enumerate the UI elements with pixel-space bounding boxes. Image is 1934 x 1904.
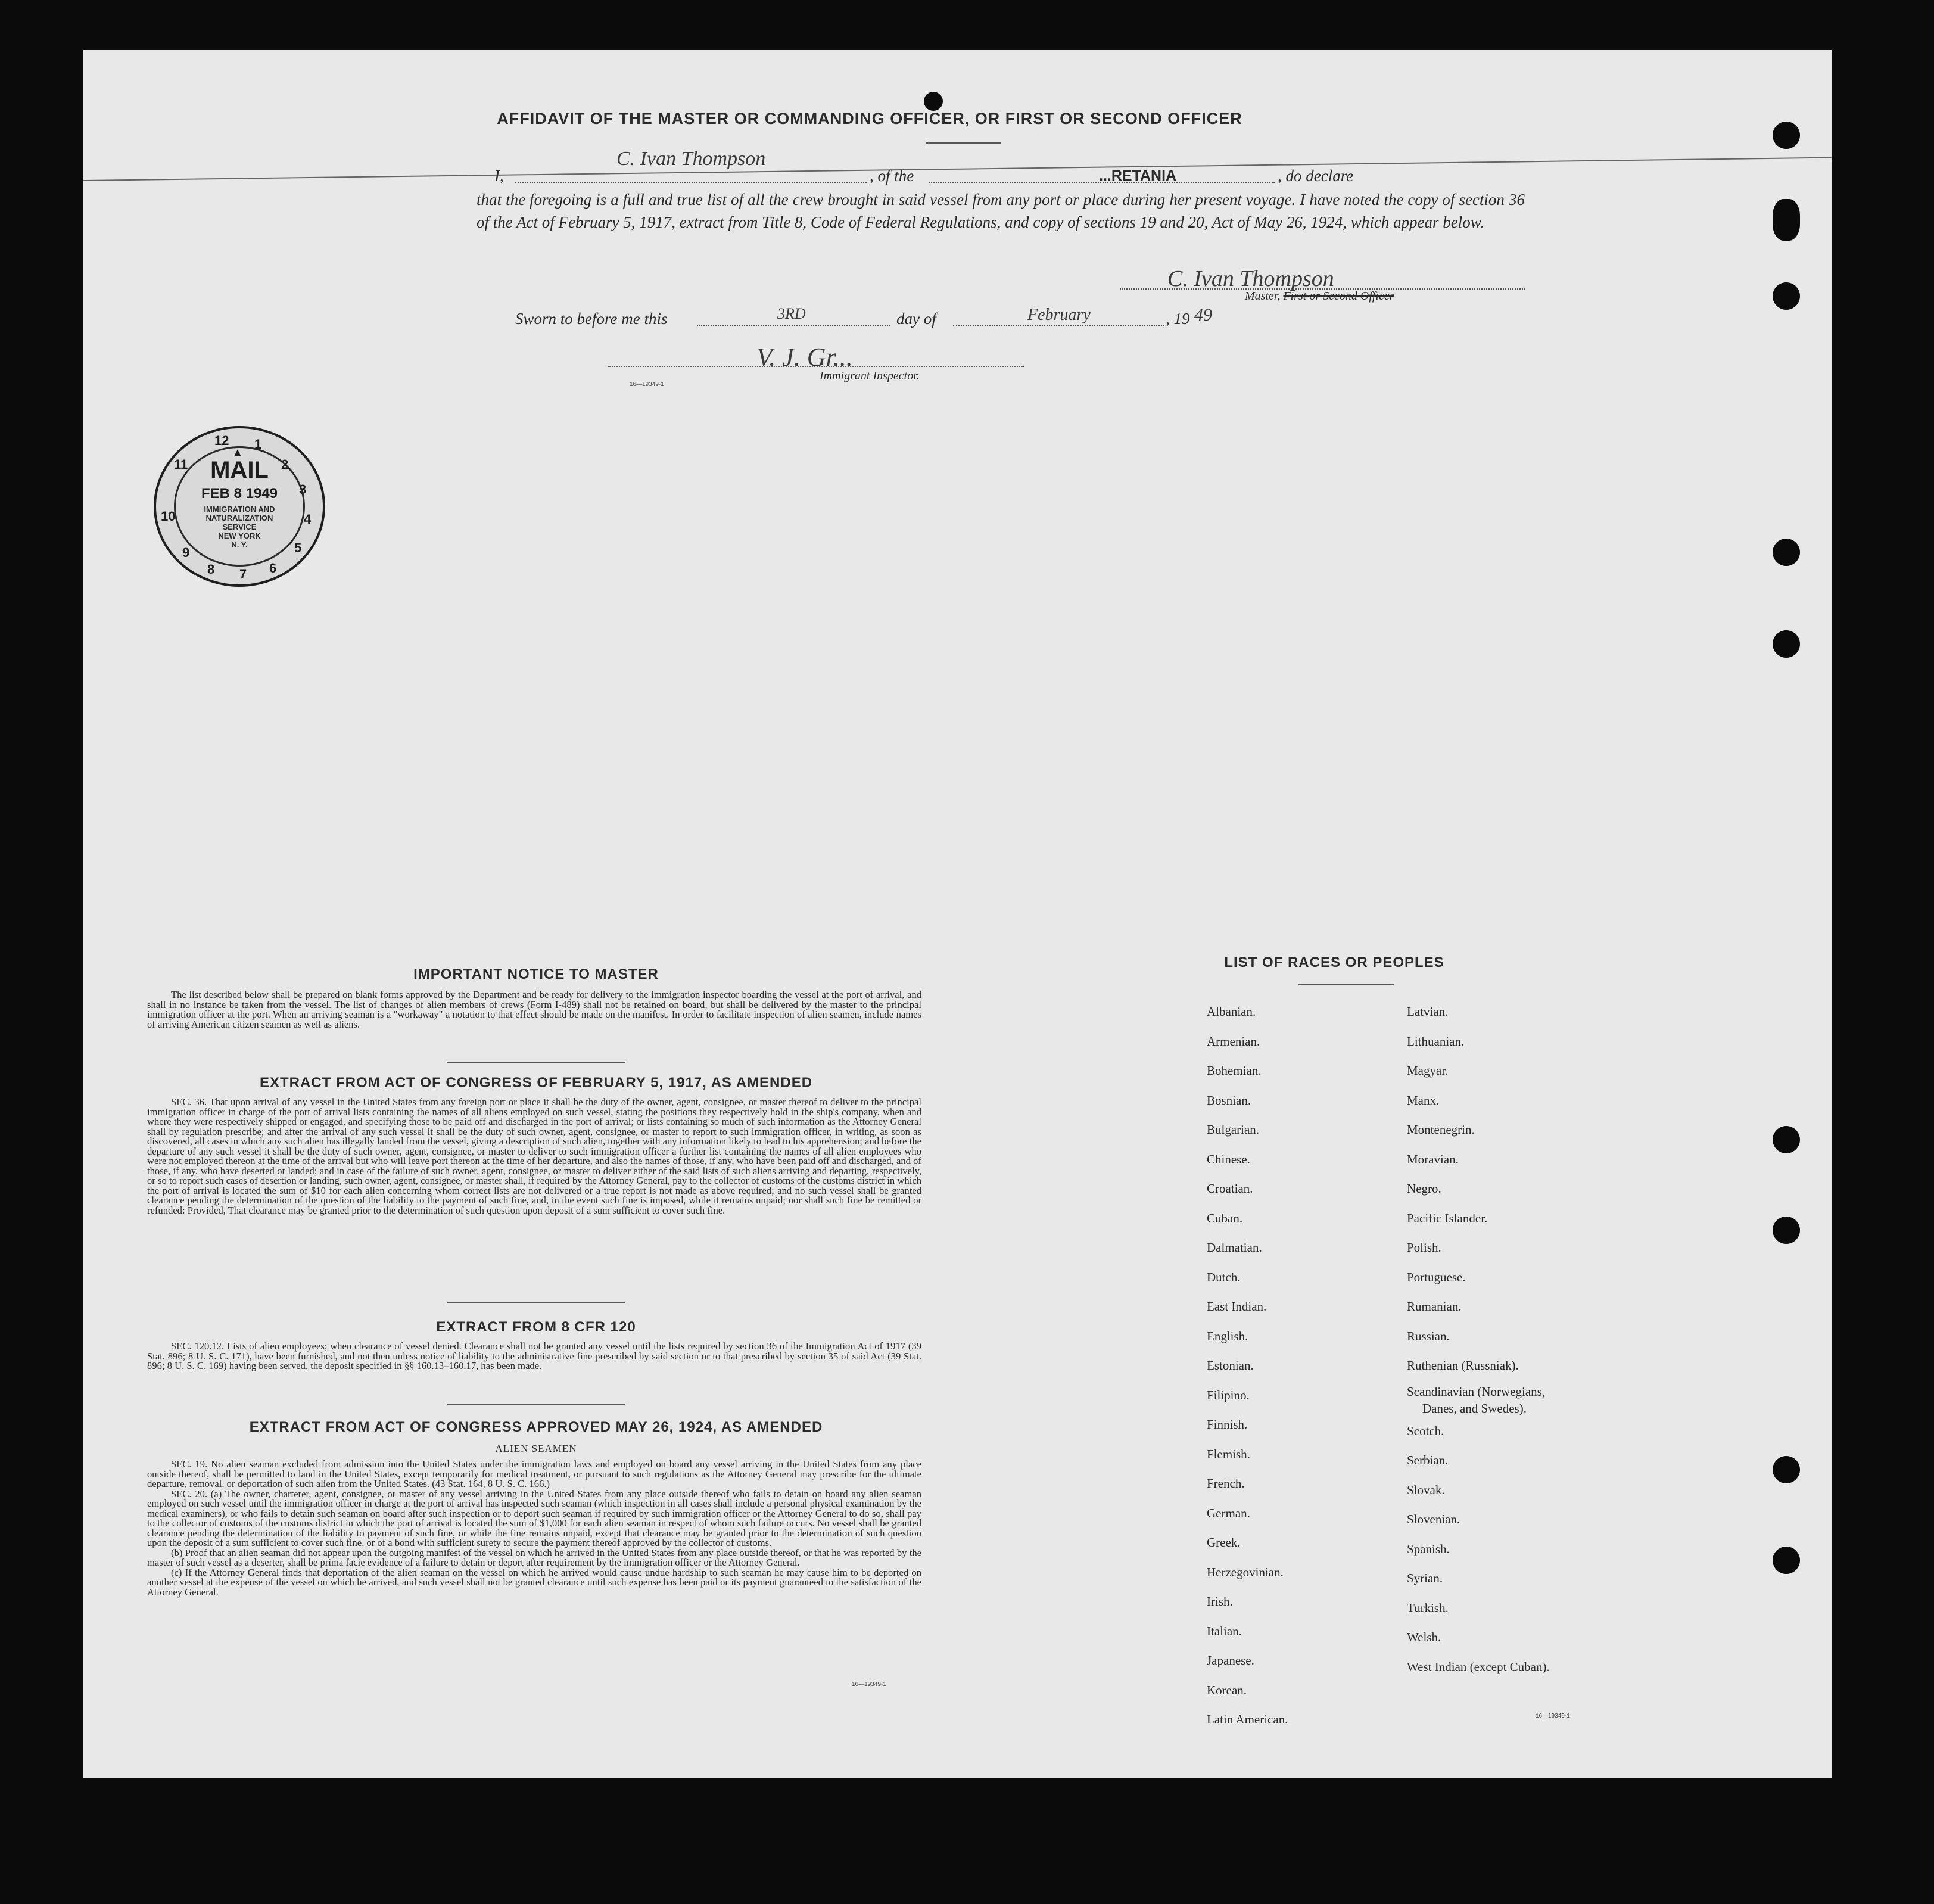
punch-hole	[1773, 199, 1800, 241]
extract-cfr-body: SEC. 120.12. Lists of alien employees; when clearance of vessel denied. Clearance shall not be granted any vessel until the lists required by section 36 of the Immigration Act of 1917 (39 Stat. 896; 8 U. S. C. 171), have been furnished, and not then unless notice of liability to the administrative fine prescribed by said section or to that prescribed by section 35 of said Act (39 Stat. 896; 8 U. S. C. 169) having been served, the deposit specified in §§ 160.13–160.17, has been made.	[147, 1340, 921, 1371]
stamp-mail: MAIL	[210, 457, 269, 483]
race-item: Lithuanian.	[1407, 1034, 1465, 1049]
race-item: Estonian.	[1207, 1358, 1254, 1373]
race-item: Chinese.	[1207, 1152, 1250, 1166]
master-signature: C. Ivan Thompson	[1167, 266, 1334, 291]
punch-hole	[924, 92, 943, 111]
race-item: English.	[1207, 1329, 1248, 1343]
stamp-line: N. Y.	[231, 540, 248, 549]
extract-1917-title: EXTRACT FROM ACT OF CONGRESS OF FEBRUARY 5, 1917, AS AMENDED	[259, 1075, 813, 1091]
section-rule	[447, 1404, 625, 1405]
stamp-line: SERVICE	[222, 522, 257, 531]
race-item: Herzegovinian.	[1207, 1564, 1284, 1579]
race-item: French.	[1207, 1476, 1245, 1491]
vessel-name: ...RETANIA	[1099, 167, 1177, 184]
race-item: Russian.	[1407, 1329, 1450, 1343]
stamp-line: NEW YORK	[218, 531, 261, 540]
races-column-1	[1207, 997, 1288, 1735]
stamp-arrow: ▲	[232, 446, 244, 459]
day-of-label: day of	[896, 310, 936, 328]
race-item: Bohemian.	[1207, 1063, 1262, 1078]
race-item: Cuban.	[1207, 1211, 1243, 1225]
master-caption-text: Master,	[1245, 290, 1281, 303]
race-item: Bulgarian.	[1207, 1122, 1260, 1137]
sworn-label: Sworn to before me this	[515, 310, 668, 328]
punch-hole	[1773, 1217, 1800, 1244]
section-rule	[447, 1302, 625, 1303]
declaration-paragraph: that the foregoing is a full and true list of all the crew brought in said vessel from any port or place during her present voyage. I have noted the copy of section 36 of the Act of February 5, 1917, extract from Title 8, Code of Federal Regulations, and copy of sections 19 and 20, Act of May 26, 1924, which appear below.	[477, 191, 1525, 231]
inspector-blank	[608, 366, 1024, 367]
race-item: Manx.	[1407, 1093, 1440, 1107]
stamp-hour: 2	[281, 457, 289, 472]
master-caption	[1245, 290, 1394, 303]
race-item: Japanese.	[1207, 1653, 1254, 1667]
race-item: Serbian.	[1407, 1453, 1449, 1467]
sec-20b-text: (b) Proof that an alien seaman did not appear upon the outgoing manifest of the vessel on which he arrived in the United States from any place outside thereof, or that he was reported by the master of such vessel as a deserter, shall be prima facie evidence of a failure to detain or deport after requirement by the immigration officer or the Attorney General.	[147, 1547, 921, 1568]
race-item: Montenegrin.	[1407, 1122, 1475, 1137]
day-blank	[697, 325, 890, 326]
inspector-caption: Immigrant Inspector.	[820, 369, 920, 382]
race-item-multiline	[1407, 1381, 1550, 1417]
officer-struck-text: First or Second Officer	[1283, 290, 1394, 303]
document-page	[83, 50, 1832, 1778]
races-title: LIST OF RACES OR PEOPLES	[1224, 954, 1444, 970]
stamp-hour: 4	[304, 512, 312, 527]
race-item: Bosnian.	[1207, 1093, 1251, 1107]
extract-1917-body: SEC. 36. That upon arrival of any vessel in the United States from any foreign port or place it shall be the duty of the owner, agent, consignee, or master thereof to deliver to the principal immigration officer in charge of the port of arrival lists containing the names of all aliens employed on such vessel, stating the positions they respectively hold in the ship's company, when and where they were respectively shipped or engaged, and specifying those to be paid off and discharged in the port of arrival; or lists containing so much of such information as the Attorney General shall by regulation prescribe; and after the arrival of any such vessel it shall be the duty of such owner, agent, consignee, or master to report to such immigration officer, in writing, as soon as discovered, all cases in which any such alien has illegally landed from the vessel, giving a description of such alien, together with any information likely to lead to his apprehension; and before the departure of any such vessel it shall be the duty of such owner, agent, consignee, or master to deliver to such immigration officer a further list containing the names of all alien employees who were not employed thereon at the time of the arrival but who will leave port thereon at the time of her departure, and also the names of those, if any, who have been paid off and discharged, and of those, if any, who have deserted or landed; and in case of the failure of such owner, agent, consignee, or master to deliver either of the said lists of such aliens arriving and departing, respectively, or so to report such cases of desertion or landing, such owner, agent, consignee, or master shall, if required by the Attorney General, pay to the collector of customs of the customs district in which the port of arrival is located the sum of $10 for each alien concerning whom correct lists are not delivered or a true report is not made as above required; and no such vessel shall be granted clearance pending the determination of the question of the liability to the payment of such fine, and, in the event such fine is imposed, while it remains unpaid; nor shall such fine be remitted or refunded: Provided, That clearance may be granted prior to the determination of such question upon deposit of a sum sufficient to cover such fine.	[147, 1096, 921, 1216]
sworn-month: February	[1027, 306, 1091, 324]
race-item: Negro.	[1407, 1181, 1441, 1196]
race-item: Croatian.	[1207, 1181, 1253, 1196]
race-item: German.	[1207, 1505, 1250, 1520]
race-item: Moravian.	[1407, 1152, 1459, 1166]
race-item: Armenian.	[1207, 1034, 1260, 1049]
race-item: West Indian (except Cuban).	[1407, 1659, 1550, 1674]
race-item: Syrian.	[1407, 1571, 1443, 1585]
title-rule	[926, 142, 1001, 144]
races-form-number: 16—19349-1	[1536, 1713, 1570, 1719]
punch-hole	[1773, 1456, 1800, 1483]
form-number: 16—19349-1	[630, 381, 664, 388]
extract-1924-body	[147, 1460, 921, 1597]
signer-blank	[515, 182, 867, 183]
stamp-hour: 7	[239, 567, 247, 581]
declare-line	[494, 148, 1525, 188]
race-item: Slovak.	[1407, 1482, 1445, 1497]
race-item: Slovenian.	[1407, 1512, 1460, 1526]
race-item: Filipino.	[1207, 1387, 1250, 1402]
race-item: Portuguese.	[1407, 1270, 1466, 1284]
stamp-hour: 6	[269, 561, 277, 575]
race-item: Ruthenian (Russniak).	[1407, 1358, 1519, 1373]
sec-20a-text: SEC. 20. (a) The owner, charterer, agent, consignee, or master of any vessel arriving in the United States from any place outside thereof who fails to detain on board any alien seaman employed on such vessel until the immigration officer in charge at the port of arrival has inspected such seaman (which inspection in all cases shall include a personal physical examination by the medical examiners), or who fails to detain such seaman on board after such inspection or to deport such seaman if required by such immigration officer or the Attorney General to do so, shall pay to the collector of customs of the customs district in which the port of arrival is located the sum of $1,000 for each alien seaman in respect of whom such failure occurs. No vessel shall be granted clearance pending the determination of the liability to payment of such fine, or while the fine remains unpaid, except that clearance may be granted prior to the determination of such question upon the deposit of a sum sufficient to cover such fine, or of a bond with sufficient surety to secure the payment thereof approved by the collector of customs.	[147, 1488, 921, 1548]
race-item: Turkish.	[1407, 1600, 1449, 1615]
stamp-hour: 11	[174, 457, 188, 472]
race-item: Finnish.	[1207, 1417, 1248, 1432]
race-item: Scotch.	[1407, 1423, 1444, 1438]
race-item: Korean.	[1207, 1682, 1247, 1697]
do-declare-label: , do declare	[1278, 167, 1354, 185]
punch-hole	[1773, 539, 1800, 566]
i-label: I,	[494, 167, 504, 185]
punch-hole	[1773, 282, 1800, 310]
extract-form-number: 16—19349-1	[852, 1681, 886, 1688]
races-column-2	[1407, 997, 1550, 1682]
punch-hole	[1773, 1547, 1800, 1574]
race-item: Pacific Islander.	[1407, 1211, 1488, 1225]
race-item: Latin American.	[1207, 1712, 1288, 1726]
stamp-hour: 3	[299, 482, 307, 497]
race-item: Magyar.	[1407, 1063, 1449, 1078]
race-item: Spanish.	[1407, 1541, 1450, 1556]
race-item: Rumanian.	[1407, 1299, 1462, 1314]
race-item: Polish.	[1407, 1240, 1441, 1255]
race-item: Irish.	[1207, 1594, 1233, 1609]
sworn-year: 49	[1194, 305, 1212, 325]
signer-signature: C. Ivan Thompson	[616, 148, 766, 170]
stamp-hour: 10	[161, 509, 176, 524]
sec-19-text: SEC. 19. No alien seaman excluded from admission into the United States under the immigration laws and employed on board any vessel arriving in the United States from any place outside thereof, shall be permitted to land in the United States, except temporarily for medical treatment, or pursuant to such regulations as the Attorney General may prescribe for the ultimate departure, removal, or deportation of such alien from the United States. (43 Stat. 164, 8 U. S. C. 166.)	[147, 1458, 921, 1489]
race-item: Italian.	[1207, 1623, 1242, 1638]
sworn-line	[515, 307, 1349, 331]
race-item: Welsh.	[1407, 1630, 1441, 1644]
punch-hole	[1773, 630, 1800, 658]
race-item: Dutch.	[1207, 1270, 1241, 1284]
alien-seamen-subtitle: ALIEN SEAMEN	[495, 1443, 577, 1454]
race-item: East Indian.	[1207, 1299, 1267, 1314]
extract-cfr-title: EXTRACT FROM 8 CFR 120	[436, 1319, 636, 1335]
punch-hole	[1773, 1126, 1800, 1153]
race-item: Dalmatian.	[1207, 1240, 1262, 1255]
stamp-hour: 5	[294, 540, 302, 555]
affidavit-title: AFFIDAVIT OF THE MASTER OR COMMANDING OFFICER, OR FIRST OR SECOND OFFICER	[497, 110, 1242, 127]
stamp-hour: 9	[182, 545, 190, 560]
stamp-line: IMMIGRATION AND	[204, 505, 275, 514]
of-the-label: , of the	[870, 167, 914, 185]
notice-body: The list described below shall be prepared on blank forms approved by the Department and be ready for delivery to the immigration inspector boarding the vessel at the port of arrival, and shall in no instance be taken from the vessel. The list of changes of alien members of crews (Form I-489) shall not be retained on board, but shall be delivered by the master to the principal immigration officer at the port. When an arriving seaman is a "workaway" a notation to that effect should be made on the manifest. In order to facilitate inspection of alien seamen, include names of arriving American citizen seamen as well as aliens.	[147, 989, 921, 1030]
mail-received-stamp	[154, 426, 325, 587]
stamp-date: FEB 8 1949	[201, 486, 278, 502]
stamp-line: NATURALIZATION	[205, 514, 273, 522]
stamp-hour: 12	[214, 433, 229, 448]
race-item: Flemish.	[1207, 1446, 1250, 1461]
punch-hole	[1773, 122, 1800, 149]
race-item: Latvian.	[1407, 1004, 1449, 1019]
extract-1924-title: EXTRACT FROM ACT OF CONGRESS APPROVED MAY 26, 1924, AS AMENDED	[249, 1419, 823, 1435]
race-item: Greek.	[1207, 1535, 1241, 1550]
race-item: Albanian.	[1207, 1004, 1256, 1019]
race-item: Scandinavian (Norwegians,	[1407, 1384, 1546, 1399]
notice-title: IMPORTANT NOTICE TO MASTER	[413, 966, 659, 982]
race-item-continued: Danes, and Swedes).	[1422, 1401, 1527, 1415]
sec-20c-text: (c) If the Attorney General finds that deportation of the alien seaman on the vessel on which he arrived would cause undue hardship to such seaman he may cause him to be deported on another vessel at the expense of the vessel on which he arrived, and such vessel shall not be granted clearance until such expense has been paid or its payment guaranteed to the satisfaction of the Attorney General.	[147, 1566, 921, 1598]
inspector-signature: V. J. Gr...	[756, 343, 853, 372]
stamp-hour: 1	[254, 437, 262, 452]
sworn-day: 3RD	[777, 305, 806, 322]
section-rule	[447, 1062, 625, 1063]
stamp-hour: 8	[207, 562, 215, 577]
year-prefix: , 19	[1166, 310, 1190, 328]
races-rule	[1298, 984, 1394, 985]
